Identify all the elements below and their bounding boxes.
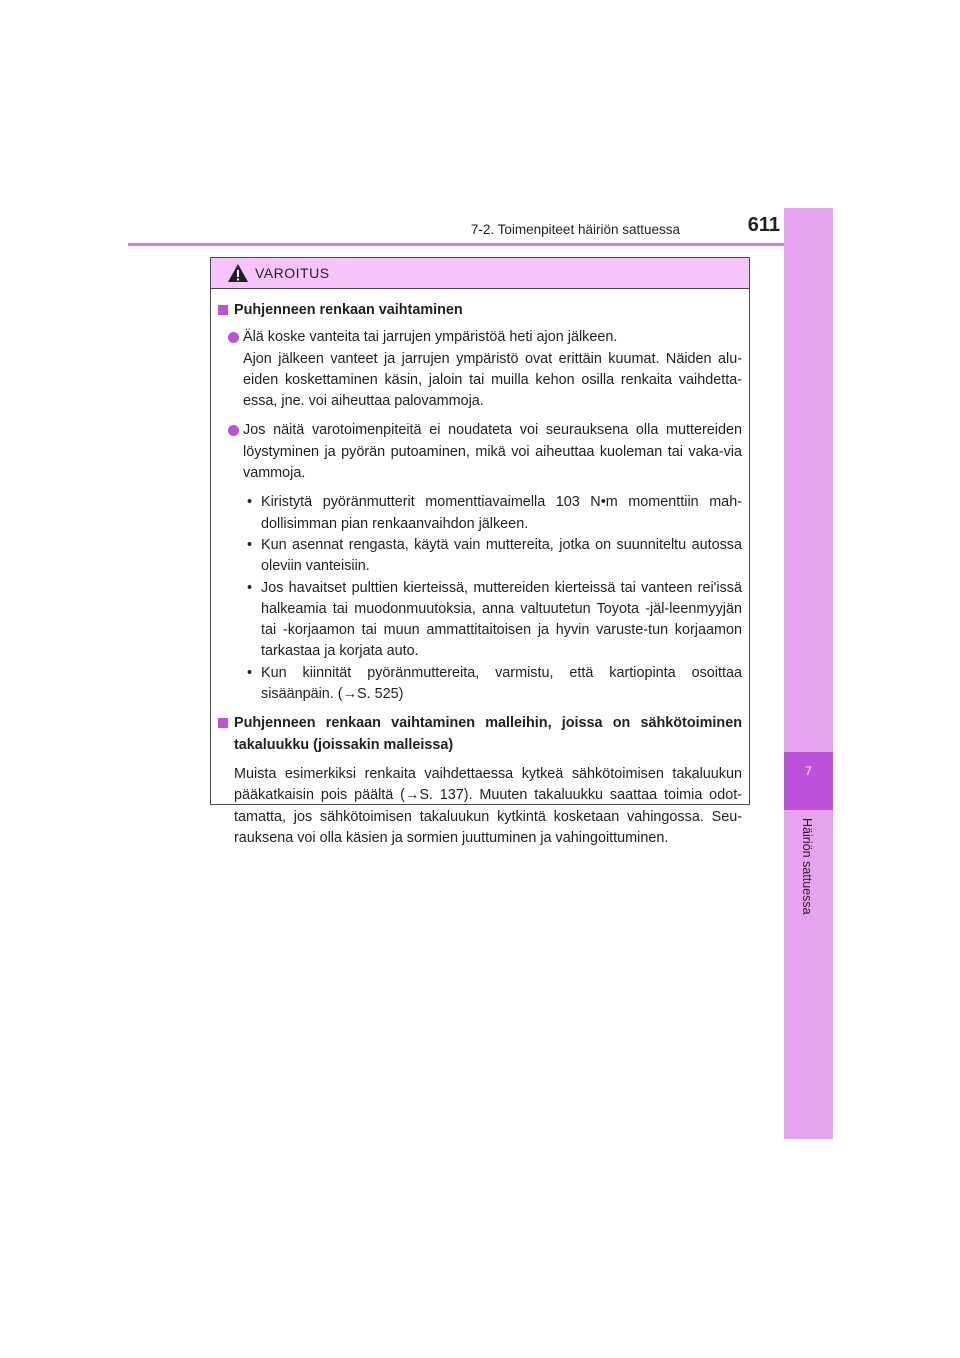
square-bullet-icon <box>218 718 228 728</box>
warning-body <box>218 300 742 849</box>
list-item <box>218 535 742 578</box>
warning-heading-2 <box>218 713 742 756</box>
warning-item-2 <box>218 420 742 484</box>
dot-bullet-icon: • <box>247 664 253 681</box>
list-item-text: Kun kiinnität pyöränmuttereita, varmistu, että kartiopinta osoittaa sisäänpäin. (→S. 525) <box>261 664 742 703</box>
warning-box <box>210 257 750 846</box>
dot-bullet-icon: • <box>247 536 253 553</box>
item-1-line-1: Älä koske vanteita tai jarrujen ympäristöä heti ajon jälkeen. <box>243 329 618 346</box>
header-rule <box>128 243 832 246</box>
warning-triangle-icon <box>227 263 249 283</box>
warning-label: VAROITUS <box>255 265 330 281</box>
list-item-text: Jos havaitset pulttien kierteissä, muttereiden kierteissä tai vanteen rei'issä halkeamia tai muodonmuutoksia, anna valtuutetun Toyota -jäl-leenmyyjän tai -korjaamon tai muun ammattitaitoisen ja hyvin varuste-tun korjaamon tarkastaa ja korjata auto. <box>261 579 742 660</box>
chapter-number: 7 <box>805 764 812 778</box>
square-bullet-icon <box>218 305 228 315</box>
warning-item-1 <box>218 327 742 412</box>
dot-bullet-icon: • <box>247 579 253 596</box>
heading-1-text: Puhjenneen renkaan vaihtaminen <box>234 302 463 318</box>
list-item <box>218 578 742 663</box>
list-item-text: Kun asennat rengasta, käytä vain muttereita, jotka on suunniteltu autossa oleviin vanteisiin. <box>261 536 742 575</box>
warning-header <box>211 258 749 289</box>
chapter-name: Häiriön sattuessa <box>800 818 814 915</box>
list-item <box>218 663 742 706</box>
warning-heading-1 <box>218 300 742 321</box>
circle-bullet-icon <box>228 332 239 343</box>
item-1-rest: Ajon jälkeen vanteet ja jarrujen ympäristö ovat erittäin kuumat. Näiden alu-eiden koskettaminen käsin, jaloin tai muilla kehon osilla renkaita vaihdetta-essa, jne. voi aiheuttaa palovammoja. <box>243 350 742 410</box>
chapter-tab-marker <box>784 752 833 810</box>
page-number: 611 <box>747 214 780 236</box>
list-item-text: Kiristytä pyöränmutterit momenttiavaimella 103 N•m momenttiin mah-dollisimman pian renkaanvaihdon jälkeen. <box>261 494 742 532</box>
chapter-side-tab <box>784 208 833 1139</box>
list-item <box>218 492 742 535</box>
section-title: 7-2. Toimenpiteet häiriön sattuessa <box>470 222 680 237</box>
heading-2-text: Puhjenneen renkaan vaihtaminen malleihin, joissa on sähkötoiminen takaluukku (joissakin malleissa) <box>234 715 742 753</box>
warning-paragraph-2: Muista esimerkiksi renkaita vaihdettaessa kytkeä sähkötoimisen takaluukun pääkatkaisin pois päältä (→S. 137). Muuten takaluukku saattaa toimia odot-tamatta, jos sähkötoimisen takaluukun kytkintä kosketaan vahingossa. Seu-rauksena voi olla käsien ja sormien juuttuminen ja vahingoittuminen. <box>234 765 742 846</box>
item-2-text: Jos näitä varotoimenpiteitä ei noudateta voi seurauksena olla muttereiden löystyminen ja pyörän putoaminen, mikä voi aiheuttaa kuoleman tai vaka-via vammoja. <box>243 422 742 482</box>
circle-bullet-icon <box>228 425 239 436</box>
dot-bullet-icon: • <box>247 494 253 511</box>
